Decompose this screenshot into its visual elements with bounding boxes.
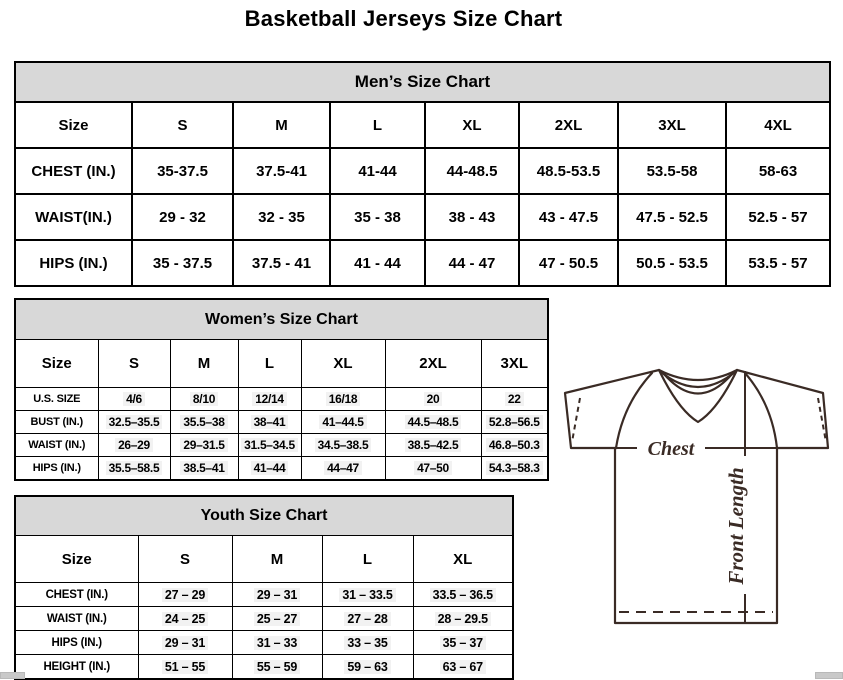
cell-value: 37.5 - 41 <box>233 240 330 286</box>
table-header-row <box>15 340 548 388</box>
cell-value: 43 - 47.5 <box>519 194 618 240</box>
cell-value <box>322 655 413 680</box>
table-header-row <box>15 102 830 148</box>
cell-value <box>138 631 232 655</box>
cell-value: 53.5 - 57 <box>726 240 830 286</box>
column-header: S <box>138 536 232 583</box>
cell-value: 44-48.5 <box>425 148 519 194</box>
cell-value-text: 38–41 <box>251 415 289 429</box>
cell-value-text: 8/10 <box>190 392 218 406</box>
front-length-measure-label: Front Length <box>724 467 748 585</box>
cell-value-text: 12/14 <box>252 392 287 406</box>
cell-value-text: 24 – 25 <box>162 612 208 626</box>
column-header: XL <box>425 102 519 148</box>
cell-value-text: 22 <box>505 392 524 406</box>
cell-value-text: 34.5–38.5 <box>315 438 372 452</box>
table-row <box>15 631 513 655</box>
cell-value <box>98 411 170 434</box>
column-header: 4XL <box>726 102 830 148</box>
jersey-left-armhole-seam <box>616 373 652 448</box>
table-row <box>15 148 830 194</box>
cell-value <box>232 607 322 631</box>
jersey-measurement-diagram <box>555 360 843 680</box>
cell-value <box>413 607 513 631</box>
cell-value-text: 32.5–35.5 <box>106 415 163 429</box>
cell-value-text: 46.8–50.3 <box>486 438 543 452</box>
cell-value <box>98 457 170 481</box>
cell-value-text: 29–31.5 <box>180 438 227 452</box>
cell-value <box>385 388 481 411</box>
column-header: 3XL <box>618 102 726 148</box>
cell-value <box>481 434 548 457</box>
cell-value-text: 38.5–41 <box>180 461 227 475</box>
cell-value <box>413 655 513 680</box>
cell-value-text: 52.8–56.5 <box>486 415 543 429</box>
mens-size-table <box>14 61 831 287</box>
cell-value-text: 31.5–34.5 <box>241 438 298 452</box>
cell-value: 37.5-41 <box>233 148 330 194</box>
cell-value-text: 59 – 63 <box>344 660 390 674</box>
cell-value: 41 - 44 <box>330 240 425 286</box>
cell-value: 58-63 <box>726 148 830 194</box>
cell-value <box>301 434 385 457</box>
cell-value-text: 35.5–58.5 <box>106 461 163 475</box>
cell-value-text: 29 – 31 <box>254 588 300 602</box>
cell-value-text: 41–44 <box>251 461 289 475</box>
cell-value-text: 33.5 – 36.5 <box>430 588 496 602</box>
youth-size-table <box>14 495 514 680</box>
cell-value-text: 47–50 <box>414 461 452 475</box>
cell-value <box>138 583 232 607</box>
column-header: S <box>98 340 170 388</box>
row-label: CHEST (IN.) <box>15 148 132 194</box>
cell-value: 47 - 50.5 <box>519 240 618 286</box>
cell-value: 35 - 38 <box>330 194 425 240</box>
cell-value <box>385 434 481 457</box>
jersey-right-armhole-seam <box>745 373 777 448</box>
table-row <box>15 434 548 457</box>
cell-value-text: 41–44.5 <box>319 415 366 429</box>
column-header: XL <box>413 536 513 583</box>
cell-value <box>238 457 301 481</box>
cell-value-text: 51 – 55 <box>162 660 208 674</box>
cell-value <box>232 583 322 607</box>
column-header: Size <box>15 340 98 388</box>
cell-value <box>238 388 301 411</box>
table-row <box>15 496 513 536</box>
table-row <box>15 299 548 340</box>
page-title: Basketball Jerseys Size Chart <box>244 6 563 31</box>
row-label: BUST (IN.) <box>15 411 98 434</box>
jersey-body-outline <box>615 448 777 623</box>
cell-value <box>238 434 301 457</box>
jersey-left-cuff-dashed-line <box>572 398 580 442</box>
cell-value: 32 - 35 <box>233 194 330 240</box>
womens-size-table <box>14 298 549 481</box>
cell-value <box>170 388 238 411</box>
table-row <box>15 411 548 434</box>
cell-value-text: 16/18 <box>326 392 361 406</box>
table-row <box>15 607 513 631</box>
row-label: WAIST (IN.) <box>15 434 98 457</box>
cell-value <box>322 631 413 655</box>
cell-value-text: 4/6 <box>123 392 145 406</box>
row-label: U.S. SIZE <box>15 388 98 411</box>
column-header: M <box>232 536 322 583</box>
table-row <box>15 655 513 680</box>
row-label: HIPS (IN.) <box>15 631 138 655</box>
womens-chart-title: Women’s Size Chart <box>15 299 548 340</box>
column-header: Size <box>15 102 132 148</box>
cell-value <box>385 411 481 434</box>
cell-value-text: 33 – 35 <box>344 636 390 650</box>
cell-value <box>98 388 170 411</box>
cell-value <box>232 631 322 655</box>
row-label: HIPS (IN.) <box>15 457 98 481</box>
cell-value <box>232 655 322 680</box>
cell-value <box>301 457 385 481</box>
cell-value-text: 26–29 <box>115 438 153 452</box>
cell-value: 29 - 32 <box>132 194 233 240</box>
horizontal-scrollbar-fragment-left[interactable] <box>0 672 25 679</box>
cell-value-text: 20 <box>424 392 443 406</box>
cell-value <box>413 583 513 607</box>
cell-value-text: 31 – 33.5 <box>339 588 395 602</box>
cell-value <box>481 388 548 411</box>
youth-chart-title: Youth Size Chart <box>15 496 513 536</box>
column-header: M <box>233 102 330 148</box>
cell-value-text: 35.5–38 <box>180 415 227 429</box>
cell-value: 38 - 43 <box>425 194 519 240</box>
table-row <box>15 240 830 286</box>
row-label: HEIGHT (IN.) <box>15 655 138 680</box>
column-header: 2XL <box>385 340 481 388</box>
cell-value-text: 63 – 67 <box>440 660 486 674</box>
cell-value-text: 27 – 29 <box>162 588 208 602</box>
column-header: S <box>132 102 233 148</box>
cell-value-text: 31 – 33 <box>254 636 300 650</box>
column-header: L <box>330 102 425 148</box>
table-row <box>15 388 548 411</box>
cell-value <box>322 607 413 631</box>
column-header: 2XL <box>519 102 618 148</box>
cell-value <box>98 434 170 457</box>
column-header: 3XL <box>481 340 548 388</box>
cell-value: 35 - 37.5 <box>132 240 233 286</box>
cell-value: 35-37.5 <box>132 148 233 194</box>
table-row <box>15 457 548 481</box>
row-label: WAIST (IN.) <box>15 607 138 631</box>
mens-chart-title: Men’s Size Chart <box>15 62 830 102</box>
cell-value-text: 38.5–42.5 <box>405 438 462 452</box>
cell-value: 52.5 - 57 <box>726 194 830 240</box>
table-row <box>15 583 513 607</box>
cell-value <box>170 457 238 481</box>
cell-value: 50.5 - 53.5 <box>618 240 726 286</box>
cell-value <box>413 631 513 655</box>
cell-value-text: 55 – 59 <box>254 660 300 674</box>
column-header: XL <box>301 340 385 388</box>
cell-value <box>170 411 238 434</box>
cell-value <box>138 655 232 680</box>
row-label: CHEST (IN.) <box>15 583 138 607</box>
cell-value: 53.5-58 <box>618 148 726 194</box>
cell-value <box>301 388 385 411</box>
cell-value <box>322 583 413 607</box>
cell-value-text: 27 – 28 <box>344 612 390 626</box>
table-row <box>15 62 830 102</box>
cell-value-text: 54.3–58.3 <box>486 461 543 475</box>
table-row <box>15 194 830 240</box>
cell-value <box>481 457 548 481</box>
horizontal-scrollbar-fragment-right[interactable] <box>815 672 843 679</box>
column-header: L <box>238 340 301 388</box>
chest-measure-label: Chest <box>647 438 695 460</box>
cell-value-text: 28 – 29.5 <box>435 612 491 626</box>
column-header: M <box>170 340 238 388</box>
row-label: HIPS (IN.) <box>15 240 132 286</box>
cell-value-text: 29 – 31 <box>162 636 208 650</box>
column-header: L <box>322 536 413 583</box>
cell-value-text: 44–47 <box>324 461 362 475</box>
cell-value: 41-44 <box>330 148 425 194</box>
table-header-row <box>15 536 513 583</box>
cell-value <box>385 457 481 481</box>
cell-value <box>170 434 238 457</box>
cell-value-text: 35 – 37 <box>440 636 486 650</box>
cell-value: 44 - 47 <box>425 240 519 286</box>
cell-value <box>481 411 548 434</box>
cell-value-text: 44.5–48.5 <box>405 415 462 429</box>
cell-value <box>301 411 385 434</box>
row-label: WAIST(IN.) <box>15 194 132 240</box>
cell-value: 47.5 - 52.5 <box>618 194 726 240</box>
cell-value <box>238 411 301 434</box>
cell-value <box>138 607 232 631</box>
column-header: Size <box>15 536 138 583</box>
cell-value-text: 25 – 27 <box>254 612 300 626</box>
cell-value: 48.5-53.5 <box>519 148 618 194</box>
